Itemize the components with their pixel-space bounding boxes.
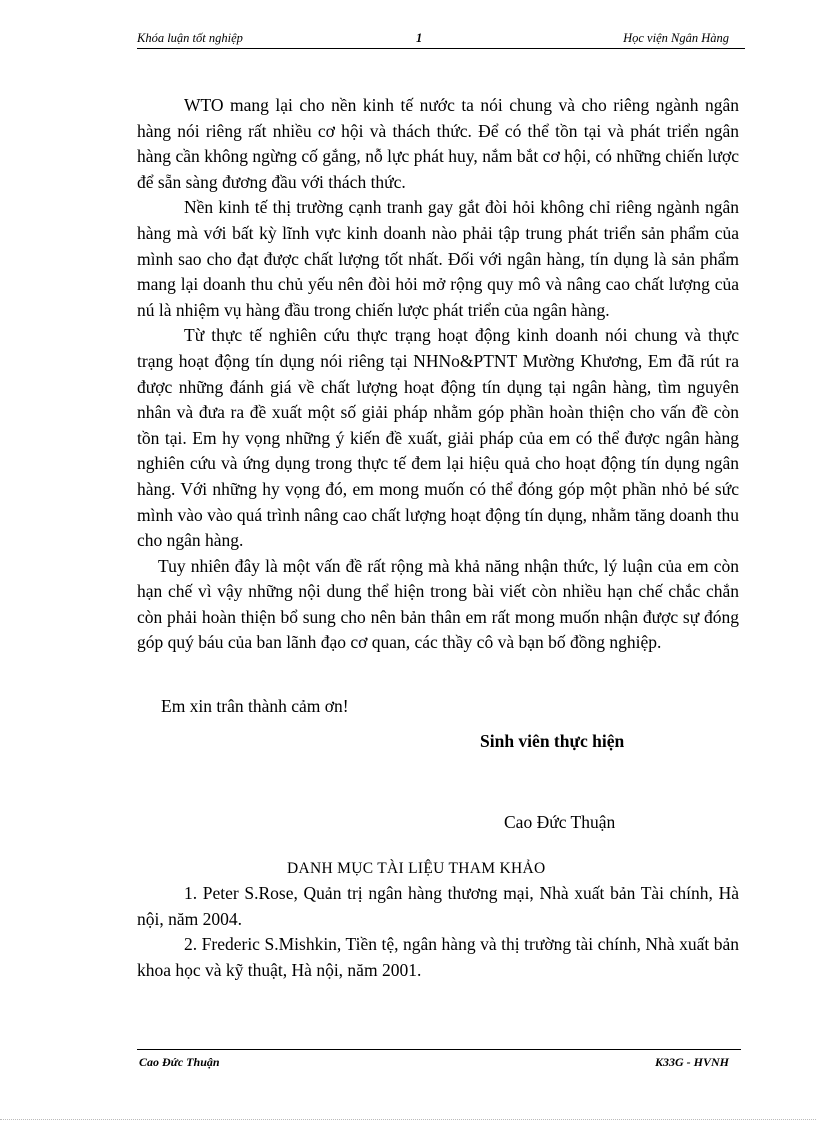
thanks-line: Em xin trân thành cảm ơn! (161, 696, 349, 716)
header-institution: Học viện Ngân Hàng (623, 31, 729, 45)
paragraph-wto: WTO mang lại cho nền kinh tế nước ta nói chung và cho riêng ngành ngân hàng nói riêng rất nhiều cơ hội và thách thức. Để có thể tồn tại và phát triển ngân hàng cần không ngừng cố gắng, nỗ lực phát huy, nắm bắt cơ hội, có những chiến lược để sẵn sàng đương đầu với thách thức. (137, 95, 739, 192)
header-page-number: 1 (416, 31, 423, 45)
paragraph-market-economy: Nền kinh tế thị trường cạnh tranh gay gắt đòi hỏi không chỉ riêng ngành ngân hàng mà với bất kỳ lĩnh vực kinh doanh nào phải tập trung phát triển sản phẩm của mình sao cho đạt được chất lượng tốt nhất. Đối với ngân hàng, tín dụng là sản phẩm mang lại doanh thu chủ yếu nên đòi hỏi mở rộng quy mô và nâng cao chất lượng của nú là nhiệm vụ hàng đầu trong chiến lược phát triển của ngân hàng. (137, 197, 739, 320)
paragraph-research: Từ thực tế nghiên cứu thực trạng hoạt động kinh doanh nói chung và thực trạng hoạt động tín dụng nói riêng tại NHNo&PTNT Mường Khương, Em đã rút ra được những đánh giá về chất lượng hoạt động tín dụng tại ngân hàng, tìm nguyên nhân và đưa ra đề xuất một số giải pháp nhằm góp phần hoàn thiện cho vấn đề còn tồn tại. Em hy vọng những ý kiến đề xuất, giải pháp của em có thể được ngân hàng nghiên cứu và ứng dụng trong thực tế đem lại hiệu quả cho hoạt động tín dụng ngân hàng. Với những hy vọng đó, em mong muốn có thể đóng góp một phần nhỏ bé sức mình vào vào quá trình nâng cao chất lượng hoạt động tín dụng, nhằm tăng doanh thu cho ngân hàng. (137, 325, 739, 551)
footer-class-code: K33G - HVNH (654, 1055, 729, 1069)
body-text (137, 93, 739, 656)
header-thesis-label: Khóa luận tốt nghiệp (137, 31, 243, 45)
page-bottom-border (0, 1119, 816, 1120)
reference-item: 1. Peter S.Rose, Quản trị ngân hàng thương mại, Nhà xuất bản Tài chính, Hà nội, năm 2004. (137, 883, 739, 929)
signature-title: Sinh viên thực hiện (480, 731, 625, 751)
page-header (137, 30, 745, 49)
paragraph-limitations: Tuy nhiên đây là một vấn đề rất rộng mà khả năng nhận thức, lý luận của em còn hạn chế vì vậy những nội dung thể hiện trong bài viết còn nhiều hạn chế chắc chắn còn phải hoàn thiện bổ sung cho nên bản thân em rất mong muốn nhận được sự đóng góp quý báu của ban lãnh đạo cơ quan, các thầy cô và bạn bố đồng nghiệp. (137, 555, 739, 653)
signature-name: Cao Đức Thuận (504, 812, 616, 832)
references-title: DANH MỤC TÀI LIỆU THAM KHẢO (287, 860, 546, 877)
reference-item: 2. Frederic S.Mishkin, Tiền tệ, ngân hàng và thị trường tài chính, Nhà xuất bản khoa học và kỹ thuật, Hà nội, năm 2001. (137, 934, 739, 980)
footer-author: Cao Đức Thuận (139, 1055, 220, 1069)
references-list (137, 881, 739, 983)
page-footer (137, 1049, 741, 1070)
